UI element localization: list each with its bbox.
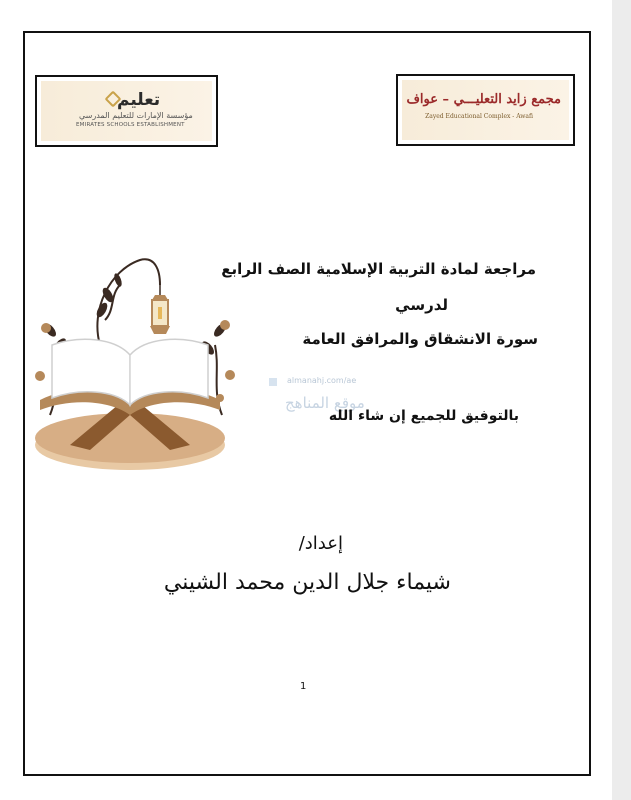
watermark-logo-icon	[269, 378, 277, 386]
quran-stand-illustration	[30, 250, 245, 480]
page-number: 1	[300, 681, 307, 692]
title-line-3: سورة الانشقاق والمرافق العامة	[302, 330, 538, 348]
open-book-icon	[40, 339, 220, 415]
logo-english-name: EMIRATES SCHOOLS ESTABLISHMENT	[76, 122, 185, 128]
title-line-2: لدرسي	[395, 296, 448, 314]
author-name: شيماء جلال الدين محمد الشيني	[163, 570, 451, 595]
lantern-icon	[150, 285, 170, 334]
logo-background	[402, 80, 569, 140]
prepared-by-label: إعداد/	[298, 533, 343, 554]
logo-arabic-name: مجمع زايد التعليـــي – عواف	[406, 92, 561, 107]
title-line-1: مراجعة لمادة التربية الإسلامية الصف الرابع	[221, 260, 536, 278]
zayed-complex-logo	[396, 74, 575, 146]
logo-arabic-subtitle: مؤسسة الإمارات للتعليم المدرسي	[79, 111, 193, 120]
wish-line: بالتوفيق للجميع إن شاء الله	[328, 408, 519, 424]
watermark-text: موقع المناهج	[285, 394, 365, 412]
emirates-schools-logo	[35, 75, 218, 147]
logo-english-name: Zayed Educational Complex - Awafi	[425, 113, 533, 120]
viewer-scroll-edge	[612, 0, 631, 800]
logo-background	[41, 81, 212, 141]
watermark-url: almanahj.com/ae	[287, 376, 357, 385]
logo-arabic-name: تعليم	[117, 90, 161, 110]
